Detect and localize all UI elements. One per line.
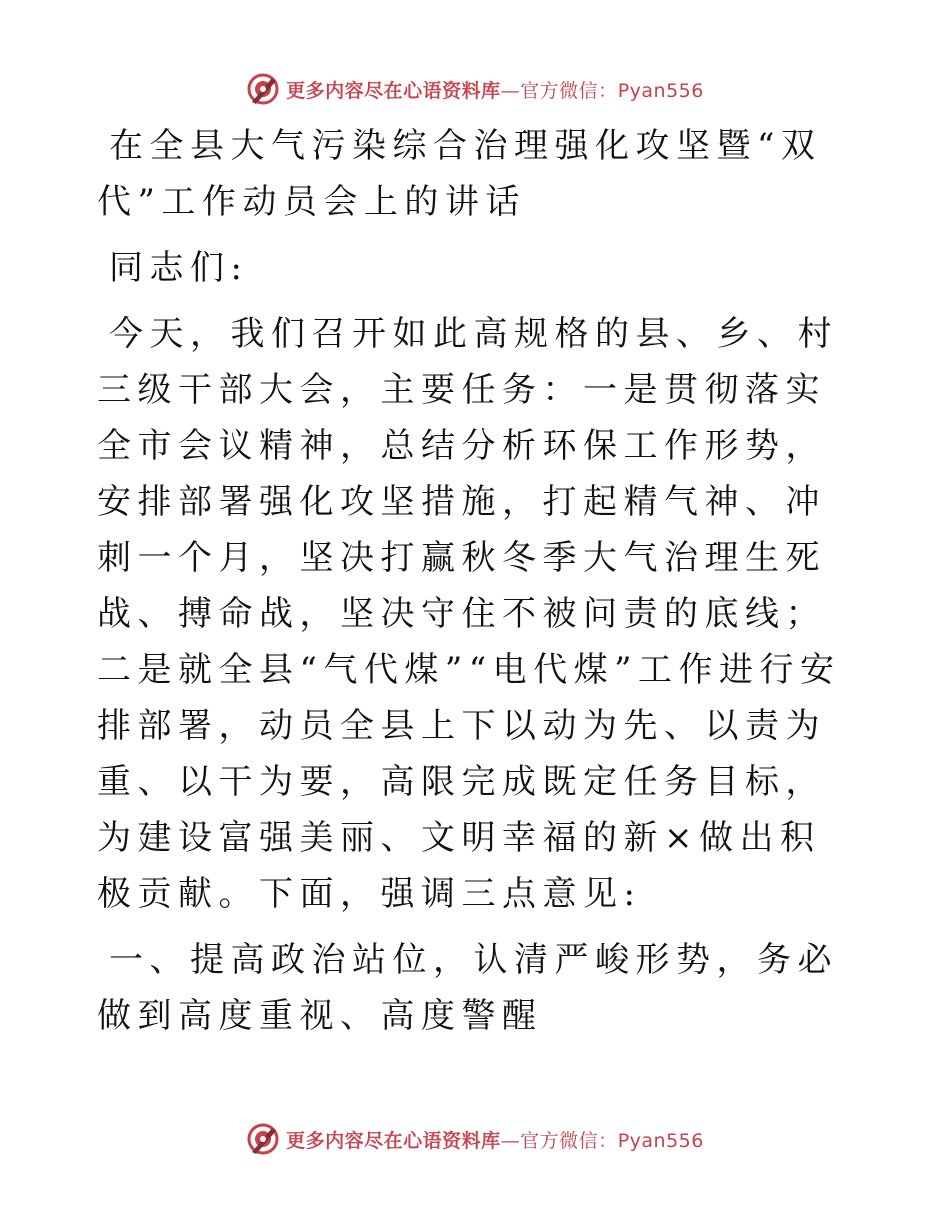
pen-seal-icon	[246, 1122, 280, 1156]
section-heading: 一、提高政治站位，认清严峻形势，务必做到高度重视、高度警醒	[97, 940, 838, 1036]
header-watermark-banner	[0, 72, 950, 106]
banner-handle-text: Pyan556	[617, 1129, 704, 1152]
banner-main-text: 更多内容尽在心语资料库	[286, 1129, 501, 1152]
banner-main-text: 更多内容尽在心语资料库	[286, 79, 501, 102]
document-title: 在全县大气污染综合治理强化攻坚暨“双代”工作动员会上的讲话	[97, 126, 822, 222]
banner-sub-text: —官方微信：	[500, 1129, 618, 1152]
banner-handle-text: Pyan556	[617, 79, 704, 102]
document-greeting: 同志们:	[109, 248, 249, 288]
banner-sub-text: —官方微信：	[500, 79, 618, 102]
document-paragraph: 今天，我们召开如此高规格的县、乡、村三级干部大会，主要任务：一是贯彻落实全市会议精神，总结分析环保工作形势，安排部署强化攻坚措施，打起精气神、冲刺一个月，坚决打赢秋冬季大气治理生死战、搏命战，坚决守住不被问责的底线；二是就全县“气代煤”“电代煤”工作进行安排部署，动员全县上下以动为先、以责为重、以干为要，高限完成既定任务目标，为建设富强美丽、文明幸福的新×做出积极贡献。下面，强调三点意见:	[97, 314, 841, 914]
document-body	[97, 118, 857, 1054]
footer-watermark-banner	[0, 1122, 950, 1156]
pen-seal-icon	[246, 72, 280, 106]
